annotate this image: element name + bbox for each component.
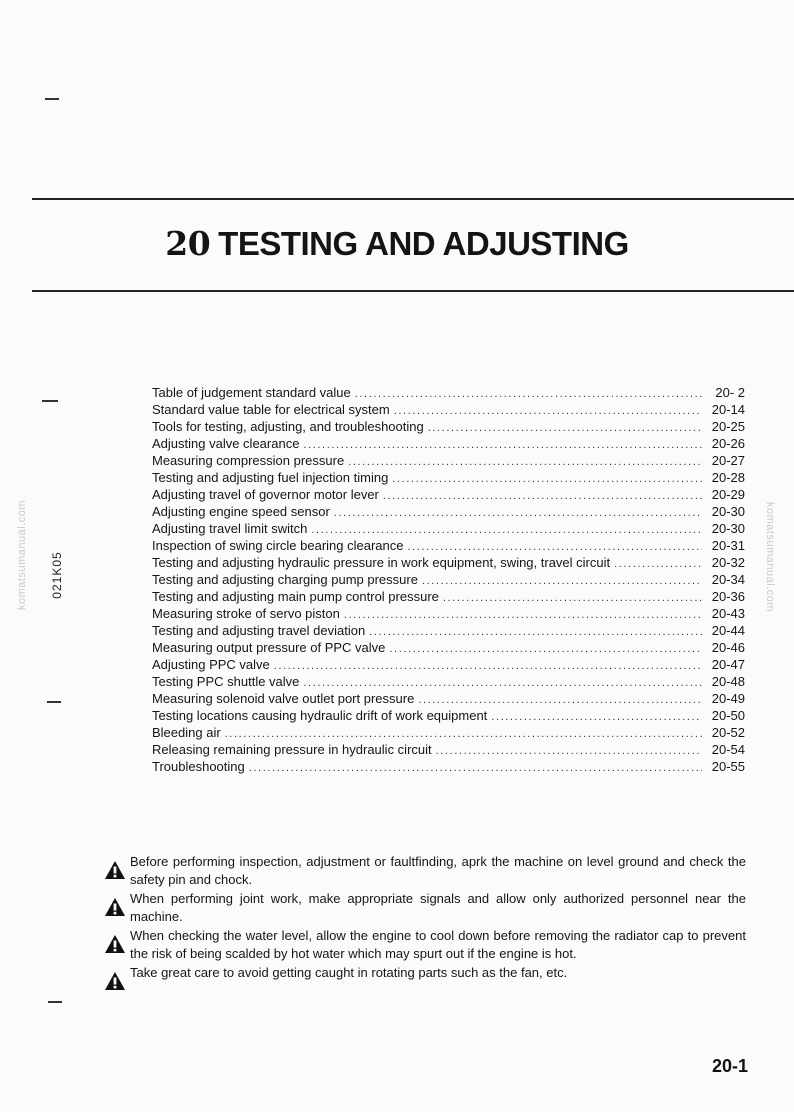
toc-entry-title: Testing PPC shuttle valve xyxy=(152,674,300,689)
toc-entry-title: Testing and adjusting charging pump pressure xyxy=(152,572,418,587)
toc-entry xyxy=(152,758,745,775)
dot-leader xyxy=(355,386,702,403)
warning-text: When performing joint work, make appropriate signals and allow only authorized personnel near the machine. xyxy=(130,891,746,924)
binding-mark xyxy=(42,400,58,402)
warning-item xyxy=(104,890,746,926)
dot-leader xyxy=(394,403,702,420)
toc-entry xyxy=(152,554,745,571)
toc-entry-title: Inspection of swing circle bearing clearance xyxy=(152,538,404,553)
dot-leader xyxy=(249,760,702,777)
toc-entry xyxy=(152,605,745,622)
dot-leader xyxy=(422,573,702,590)
dot-leader xyxy=(614,556,702,573)
document-code: 021K05 xyxy=(50,551,64,599)
dot-leader xyxy=(443,590,702,607)
toc-entry xyxy=(152,741,745,758)
page-number: 20-1 xyxy=(711,1056,748,1076)
warning-text: When checking the water level, allow the engine to cool down before removing the radiator cap to prevent the risk of being scalded by hot water which may spurt out if the engine is hot. xyxy=(130,928,746,961)
toc-entry-title: Bleeding air xyxy=(152,725,221,740)
toc-entry-page: 20-26 xyxy=(711,436,745,451)
toc-entry-title: Measuring stroke of servo piston xyxy=(152,606,340,621)
toc-entry-page: 20- 2 xyxy=(715,385,745,400)
toc-entry-title: Measuring compression pressure xyxy=(152,453,345,468)
toc-entry-title: Adjusting valve clearance xyxy=(152,436,300,451)
warning-item xyxy=(104,853,746,889)
toc-entry-title: Testing and adjusting fuel injection timing xyxy=(152,470,389,485)
toc-entry-page: 20-30 xyxy=(711,504,745,519)
toc-entry-page: 20-28 xyxy=(711,470,745,485)
dot-leader xyxy=(344,607,702,624)
toc-entry xyxy=(152,452,745,469)
toc-entry-title: Tools for testing, adjusting, and troubleshooting xyxy=(152,419,424,434)
top-rule xyxy=(32,198,794,200)
toc-entry-page: 20-32 xyxy=(711,555,745,570)
toc-entry-title: Testing and adjusting hydraulic pressure in work equipment, swing, travel circuit xyxy=(152,555,611,570)
toc-entry-title: Table of judgement standard value xyxy=(152,385,351,400)
toc-entry xyxy=(152,469,745,486)
toc-entry xyxy=(152,435,745,452)
warning-triangle-icon xyxy=(104,971,126,991)
toc-entry-title: Adjusting travel limit switch xyxy=(152,521,308,536)
bottom-rule xyxy=(32,290,794,292)
toc-entry-title: Testing locations causing hydraulic drift of work equipment xyxy=(152,708,488,723)
toc-entry xyxy=(152,486,745,503)
binding-mark xyxy=(48,1001,62,1003)
warning-triangle-icon xyxy=(104,934,126,954)
section-number: 20 xyxy=(165,224,211,263)
dot-leader xyxy=(389,641,702,658)
toc-entry-title: Measuring solenoid valve outlet port pressure xyxy=(152,691,415,706)
dot-leader xyxy=(369,624,702,641)
warning-triangle-icon xyxy=(104,897,126,917)
toc-entry-title: Adjusting PPC valve xyxy=(152,657,270,672)
safety-warnings xyxy=(104,853,746,983)
toc-entry xyxy=(152,588,745,605)
warning-item xyxy=(104,964,746,982)
toc-entry xyxy=(152,622,745,639)
toc-entry-page: 20-30 xyxy=(711,521,745,536)
warning-triangle-icon xyxy=(104,860,126,880)
toc-entry-page: 20-36 xyxy=(711,589,745,604)
toc-entry-page: 20-31 xyxy=(711,538,745,553)
dot-leader xyxy=(428,420,702,437)
toc-entry-title: Troubleshooting xyxy=(152,759,245,774)
section-title: TESTING AND ADJUSTING xyxy=(218,225,629,262)
toc-entry xyxy=(152,520,745,537)
toc-entry xyxy=(152,690,745,707)
binding-mark xyxy=(47,701,61,703)
dot-leader xyxy=(392,471,702,488)
toc-entry-page: 20-48 xyxy=(711,674,745,689)
toc-entry-page: 20-27 xyxy=(711,453,745,468)
toc-entry-title: Measuring output pressure of PPC valve xyxy=(152,640,386,655)
toc-entry-page: 20-49 xyxy=(711,691,745,706)
toc-entry xyxy=(152,639,745,656)
toc-entry-page: 20-25 xyxy=(711,419,745,434)
toc-entry xyxy=(152,537,745,554)
toc-entry xyxy=(152,724,745,741)
toc-entry xyxy=(152,418,745,435)
toc-entry-page: 20-47 xyxy=(711,657,745,672)
dot-leader xyxy=(383,488,702,505)
toc-entry-title: Adjusting travel of governor motor lever xyxy=(152,487,379,502)
toc-entry-title: Testing and adjusting travel deviation xyxy=(152,623,366,638)
toc-entry-page: 20-52 xyxy=(711,725,745,740)
toc-entry-page: 20-29 xyxy=(711,487,745,502)
toc-entry-page: 20-34 xyxy=(711,572,745,587)
toc-entry xyxy=(152,673,745,690)
toc-entry xyxy=(152,571,745,588)
toc-entry xyxy=(152,503,745,520)
toc-entry-page: 20-14 xyxy=(711,402,745,417)
toc-entry-page: 20-54 xyxy=(711,742,745,757)
toc-entry-page: 20-46 xyxy=(711,640,745,655)
dot-leader xyxy=(436,743,702,760)
toc-entry xyxy=(152,384,745,401)
toc-entry xyxy=(152,656,745,673)
binding-mark xyxy=(45,98,59,100)
dot-leader xyxy=(334,505,702,522)
warning-item xyxy=(104,927,746,963)
table-of-contents xyxy=(152,384,745,775)
toc-entry-title: Testing and adjusting main pump control pressure xyxy=(152,589,439,604)
watermark-left: komatsumanual.com xyxy=(16,500,28,610)
toc-entry xyxy=(152,707,745,724)
toc-entry-page: 20-43 xyxy=(711,606,745,621)
toc-entry-title: Releasing remaining pressure in hydraulic circuit xyxy=(152,742,432,757)
warning-text: Take great care to avoid getting caught in rotating parts such as the fan, etc. xyxy=(130,965,568,980)
toc-entry-page: 20-44 xyxy=(711,623,745,638)
toc-entry xyxy=(152,401,745,418)
dot-leader xyxy=(348,454,702,471)
page-title xyxy=(0,224,794,263)
warning-text: Before performing inspection, adjustment or faultfinding, aprk the machine on level ground and check the safety pin and chock. xyxy=(130,854,746,887)
dot-leader xyxy=(303,437,702,454)
toc-entry-title: Standard value table for electrical system xyxy=(152,402,390,417)
dot-leader xyxy=(274,658,702,675)
dot-leader xyxy=(491,709,702,726)
toc-entry-title: Adjusting engine speed sensor xyxy=(152,504,330,519)
watermark-right: komatsumanual.com xyxy=(764,502,776,612)
toc-entry-page: 20-50 xyxy=(711,708,745,723)
toc-entry-page: 20-55 xyxy=(711,759,745,774)
